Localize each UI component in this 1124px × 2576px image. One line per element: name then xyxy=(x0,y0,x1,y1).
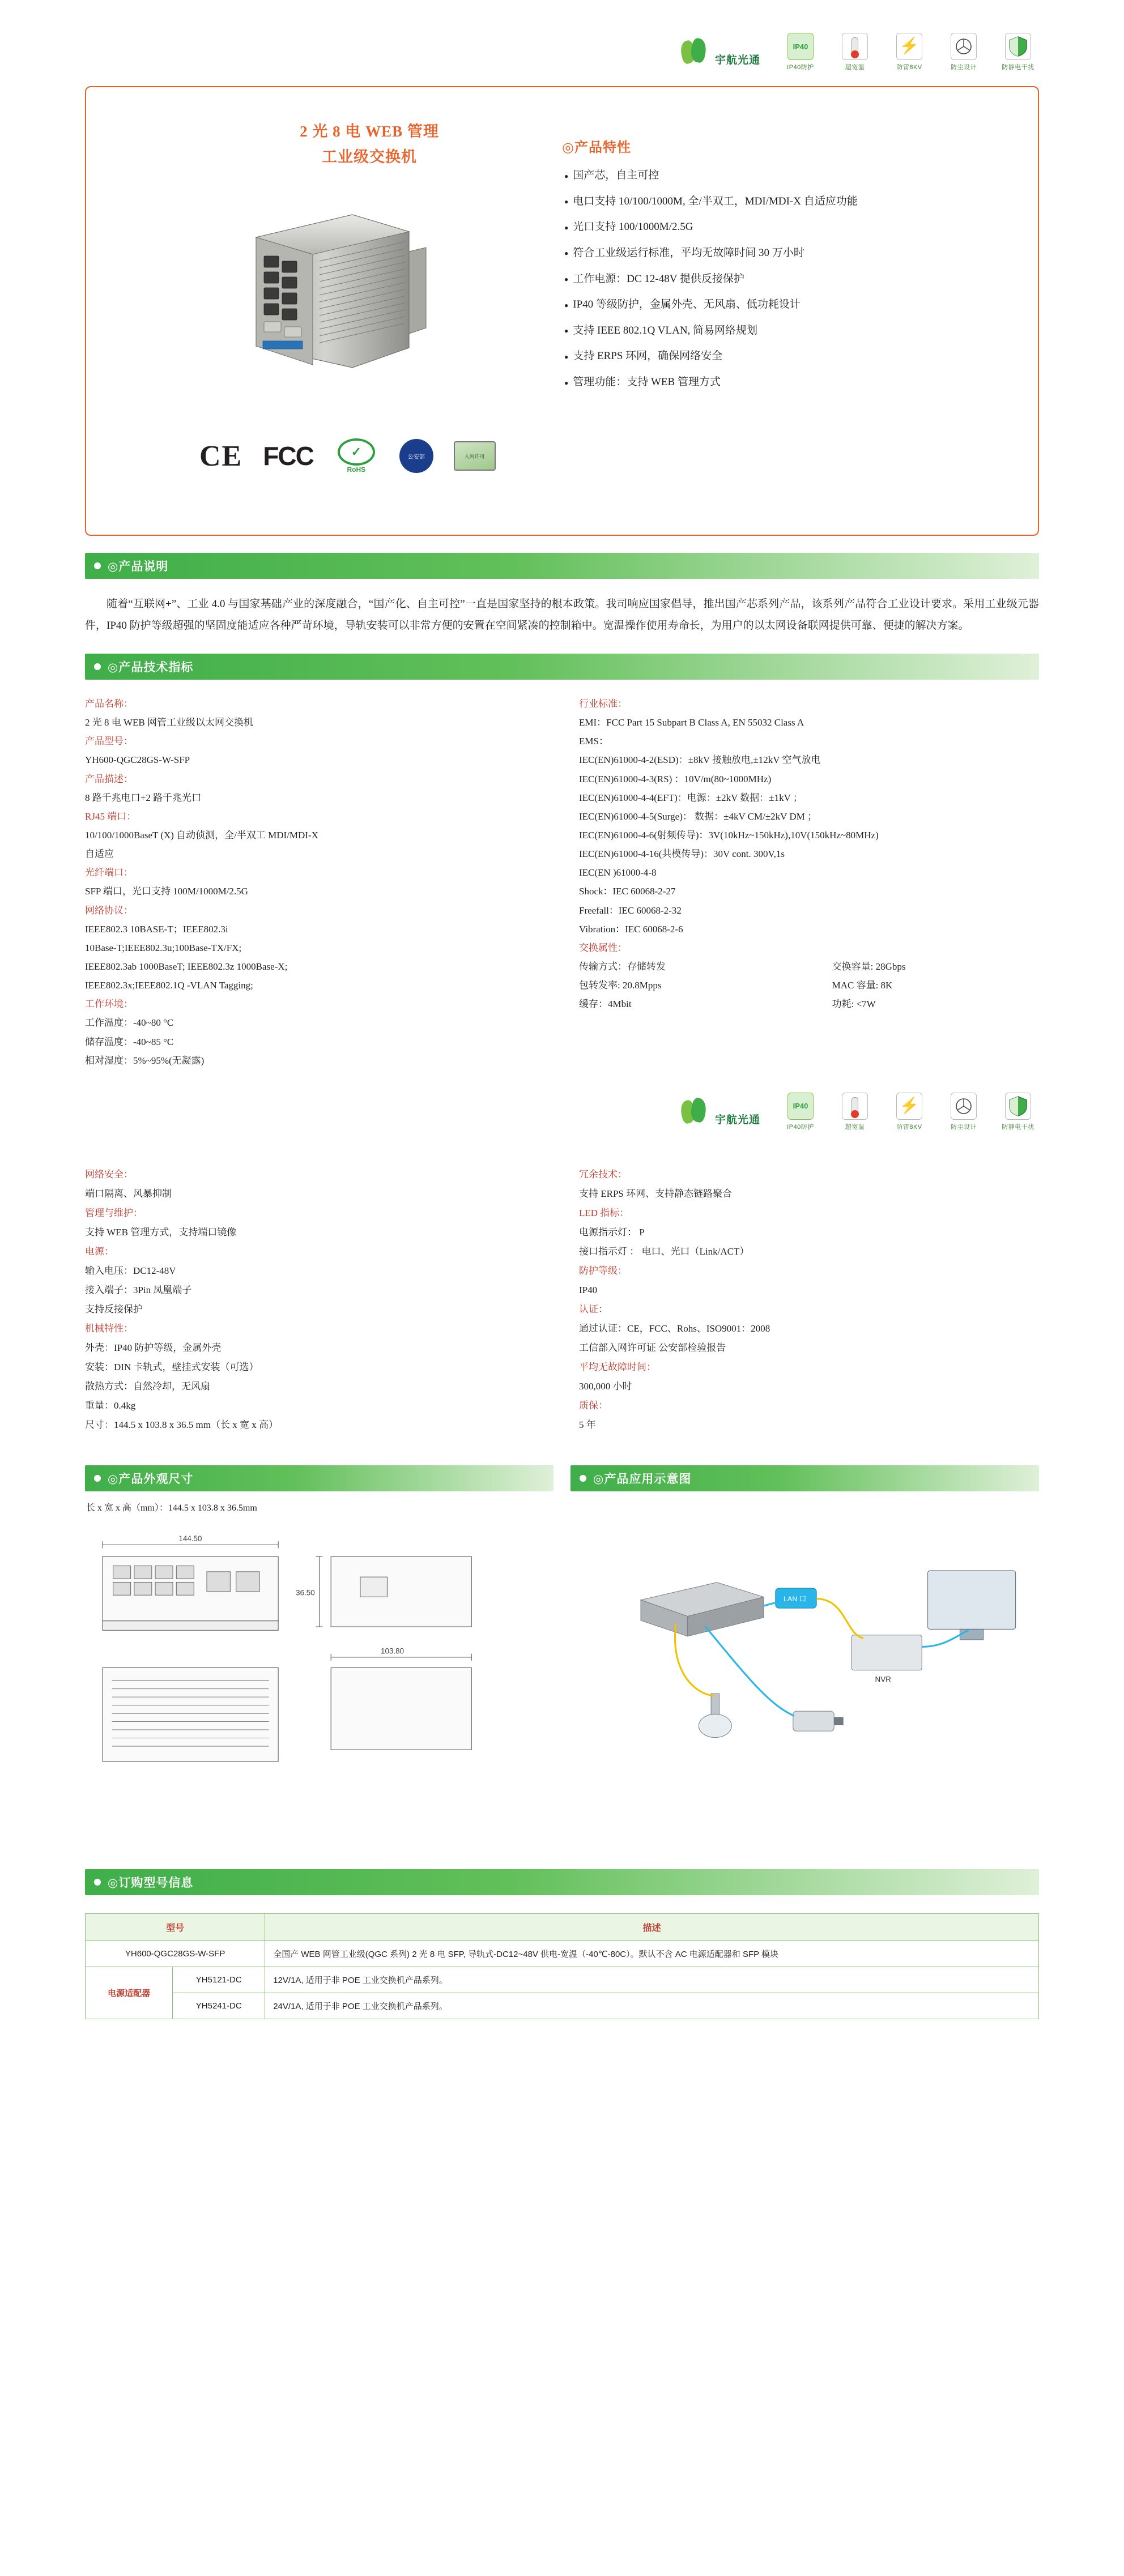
table-row xyxy=(86,1967,1039,1993)
switch-attribute-key: 包转发率: 20.8Mpps xyxy=(579,980,662,991)
switch-attribute-row xyxy=(579,995,1039,1013)
diagram-label: LAN 口 xyxy=(784,1594,807,1603)
application-figure xyxy=(570,1500,1039,1852)
spec-value: IEC(EN )61000-4-8 xyxy=(579,867,657,878)
bullet-icon xyxy=(580,1475,586,1482)
feature-item: ● 国产芯，自主可控 xyxy=(562,168,1072,183)
product-title-line2: 工业级交换机 xyxy=(322,148,417,165)
spec-value: 端口隔离、风暴抑制 xyxy=(85,1188,172,1199)
dual-section-bodies xyxy=(85,1500,1039,1852)
feature-item: ● 支持 IEEE 802.1Q VLAN, 简易网络规划 xyxy=(562,323,1072,338)
surge-protection-icon: ⚡ 防雷8KV xyxy=(888,1093,930,1131)
spec-value: IP40 xyxy=(579,1284,598,1295)
switch-attribute-row xyxy=(579,957,1039,976)
product-photo xyxy=(222,198,471,385)
diagram-dome-camera xyxy=(699,1694,731,1738)
shield-icon xyxy=(1008,36,1028,57)
bullet-icon xyxy=(94,663,101,670)
cell-description: 12V/1A, 适用于非 POE 工业交换机产品系列。 xyxy=(265,1967,1039,1993)
hero-panel xyxy=(85,86,1039,536)
section-header-dimensions xyxy=(85,1465,554,1491)
rohs-label: RoHS xyxy=(347,466,366,474)
features-heading: ◎产品特性 xyxy=(562,140,631,155)
surge-protection-icon: ⚡ 防雷8KV xyxy=(888,33,930,71)
switch-attribute-row xyxy=(579,976,1039,995)
ce-mark: CE xyxy=(199,440,243,472)
spec-value: 工作温度：-40~80 °C xyxy=(85,1017,174,1029)
fanless-caption: 防尘设计 xyxy=(951,64,977,71)
spec-value: EMS： xyxy=(579,736,608,747)
feature-item: ● 支持 ERPS 环网，确保网络安全 xyxy=(562,349,1072,364)
brand-name: 宇航光通 xyxy=(714,1114,760,1126)
spec-value: 支持反接保护 xyxy=(85,1303,143,1315)
spec-value: 相对湿度：5%~95%(无凝露) xyxy=(85,1055,205,1066)
spec-label: 网络安全： xyxy=(85,1168,133,1180)
spec2-column-right xyxy=(579,1165,1039,1435)
spec-value: IEC(EN)61000-4-16(共模传导)：30V cont. 300V,1s xyxy=(579,848,785,860)
anti-interference-icon xyxy=(997,1093,1039,1131)
header-logo-bar xyxy=(0,0,1124,71)
ordering-table xyxy=(85,1913,1039,2019)
spec-value: IEC(EN)61000-4-6(射频传导)：3V(10kHz~150kHz),10V(150kHz~80MHz) xyxy=(579,829,879,841)
spec-value: 散热方式：自然冷却，无风扇 xyxy=(85,1380,210,1392)
leaf-icon xyxy=(679,37,710,67)
spec-column-right xyxy=(579,694,1039,1070)
diagram-monitor xyxy=(928,1571,1016,1629)
cell-model: YH5241-DC xyxy=(173,1993,265,2019)
application-diagram xyxy=(570,1500,1039,1828)
shield-icon xyxy=(1008,1095,1028,1117)
switch-attribute-value: MAC 容量: 8K xyxy=(832,980,893,991)
spec-label: 防护等级： xyxy=(579,1265,627,1276)
anti-interference-caption: 防静电干扰 xyxy=(1002,1123,1034,1131)
section-title: ◎产品应用示意图 xyxy=(593,1472,692,1486)
bullet-icon xyxy=(94,1879,101,1886)
fan-icon xyxy=(955,1097,973,1115)
company-logo xyxy=(679,37,760,67)
fanless-design-icon xyxy=(943,33,985,71)
column-header-model: 型号 xyxy=(86,1913,265,1940)
spec-value: 2 光 8 电 WEB 网管工业级以太网交换机 xyxy=(85,717,254,728)
table-row xyxy=(86,1940,1039,1967)
spec-value: Vibration：IEC 60068-2-6 xyxy=(579,923,683,935)
spec-value: 输入电压：DC12-48V xyxy=(85,1265,176,1276)
wide-temperature-icon xyxy=(834,33,876,71)
dimensions-figure xyxy=(85,1500,554,1852)
fcc-mark: FCC xyxy=(263,441,313,471)
spec-value: IEEE802.3 10BASE-T；IEEE802.3i xyxy=(85,923,228,935)
diagram-bullet-camera xyxy=(793,1711,844,1731)
spec-value: Shock：IEC 60068-2-27 xyxy=(579,886,676,897)
cell-model: YH600-QGC28GS-W-SFP xyxy=(86,1940,265,1967)
spec-value: 支持 ERPS 环网、支持静态链路聚合 xyxy=(579,1188,733,1199)
spec-label: 冗余技术： xyxy=(579,1168,627,1180)
spec-value: 电源指示灯： P xyxy=(579,1226,645,1238)
tech-spec-table-2 xyxy=(85,1165,1039,1435)
fan-icon xyxy=(955,37,973,56)
fanless-caption: 防尘设计 xyxy=(951,1123,977,1131)
spec-value: 安装：DIN 卡轨式，壁挂式安装（可选） xyxy=(85,1361,259,1372)
ip40-glyph: IP40 xyxy=(793,42,808,51)
table-row xyxy=(86,1993,1039,2019)
product-title-line1: 2 光 8 电 WEB 管理 xyxy=(300,123,439,140)
feature-item: ● 符合工业级运行标准，平均无故障时间 30 万小时 xyxy=(562,246,1072,261)
surge-protection-caption: 防雷8KV xyxy=(896,1123,922,1131)
section-title: ◎产品外观尺寸 xyxy=(108,1472,194,1486)
ip40-icon: IP40 IP40防护 xyxy=(780,1093,821,1131)
spec-value: 自适应 xyxy=(85,848,114,860)
spec-label: 产品型号： xyxy=(85,736,133,747)
anti-interference-caption: 防静电干扰 xyxy=(1002,64,1034,71)
spec-label: 网络协议： xyxy=(85,905,133,916)
dimension-depth-label: 103.80 xyxy=(381,1647,405,1656)
brand-name: 宇航光通 xyxy=(714,54,760,67)
switch-attribute-key: 传输方式：存储转发 xyxy=(579,961,666,972)
spec-value: 通过认证：CE，FCC、Rohs、ISO9001：2008 xyxy=(579,1323,770,1334)
spec-value: YH600-QGC28GS-W-SFP xyxy=(85,754,190,766)
spec-value: 尺寸：144.5 x 103.8 x 36.5 mm（长 x 宽 x 高） xyxy=(85,1419,278,1430)
spec-value: IEEE802.3ab 1000BaseT; IEEE802.3z 1000Base-X; xyxy=(85,961,288,972)
spec-label: 电源： xyxy=(85,1246,114,1257)
network-access-license-mark: 入网许可 xyxy=(454,441,496,471)
spec-column-left xyxy=(85,694,545,1070)
wide-temperature-icon xyxy=(834,1093,876,1131)
spec-value: 10/100/1000BaseT (X) 自动侦测，全/半双工 MDI/MDI-X xyxy=(85,829,318,841)
cell-model: YH5121-DC xyxy=(173,1967,265,1993)
spec-value: IEC(EN)61000-4-4(EFT)：电源：±2kV 数据：±1kV ； xyxy=(579,792,803,803)
spec-value: 接入端子：3Pin 凤凰端子 xyxy=(85,1284,192,1295)
company-logo xyxy=(679,1097,760,1127)
ordering-table-wrap xyxy=(85,1913,1039,2059)
column-header-description: 描述 xyxy=(265,1913,1039,1940)
spec-value: 300,000 小时 xyxy=(579,1380,632,1392)
spec-label: 产品描述： xyxy=(85,773,133,784)
section-title: ◎产品说明 xyxy=(108,560,169,573)
spec-value: 8 路千兆电口+2 路千兆光口 xyxy=(85,792,202,803)
fanless-design-icon xyxy=(943,1093,985,1131)
spec-value: 外壳：IP40 防护等级，金属外壳 xyxy=(85,1342,222,1353)
ip40-icon xyxy=(780,33,821,71)
spec-value: IEC(EN)61000-4-2(ESD)：±8kV 接触放电,±12kV 空气放电 xyxy=(579,754,821,766)
cell-description: 24V/1A, 适用于非 POE 工业交换机产品系列。 xyxy=(265,1993,1039,2019)
spec-value: IEC(EN)61000-4-5(Surge)： 数据：±4kV CM/±2kV DM ； xyxy=(579,811,818,822)
mid-logo-bar xyxy=(0,1070,1124,1131)
spec-value: 储存温度：-40~85 °C xyxy=(85,1036,174,1047)
table-header-row xyxy=(86,1913,1039,1940)
mps-mark: 公安部 xyxy=(399,439,433,473)
dimension-caption: 长 x 宽 x 高（mm）：144.5 x 103.8 x 36.5mm xyxy=(86,1503,257,1513)
rohs-mark: ✓ RoHS xyxy=(334,438,379,474)
spec-value: EMI：FCC Part 15 Subpart B Class A, EN 55032 Class A xyxy=(579,717,804,728)
section-title: ◎产品技术指标 xyxy=(108,660,194,674)
section-header-tech-specs xyxy=(85,654,1039,680)
spec-label: 产品名称： xyxy=(85,698,133,709)
section-header-description xyxy=(85,553,1039,579)
spec-label: LED 指标： xyxy=(579,1207,629,1218)
switch-attribute-value: 功耗: <7W xyxy=(832,999,876,1010)
product-features xyxy=(562,136,1072,401)
dimension-height-label: 36.50 xyxy=(296,1588,315,1597)
spec-value: 5 年 xyxy=(579,1419,596,1430)
section-header-application xyxy=(570,1465,1039,1491)
wide-temperature-caption: 超宽温 xyxy=(845,1123,865,1131)
dual-section-headers xyxy=(85,1465,1039,1491)
feature-item: ● 电口支持 10/100/1000M, 全/半双工，MDI/MDI-X 自适应功能 xyxy=(562,194,1072,209)
spec-value: SFP 端口，光口支持 100M/1000M/2.5G xyxy=(85,886,248,897)
spec-value: 工信部入网许可证 公安部检验报告 xyxy=(579,1342,726,1353)
cell-description: 全国产 WEB 网管工业级(QGC 系列) 2 光 8 电 SFP, 导轨式-DC12~48V 供电-宽温（-40℃-80C）。默认不含 AC 电源适配器和 SFP 模块 xyxy=(265,1940,1039,1967)
feature-icon-strip xyxy=(780,33,1039,71)
surge-protection-caption: 防雷8KV xyxy=(896,64,922,71)
description-paragraph: 随着“互联网+”、工业 4.0 与国家基础产业的深度融合，“国产化、自主可控”一直是国家坚持的根本政策。我司响应国家倡导，推出国产芯系列产品，该系列产品符合工业设计要求。采用工业级元器件，IP40 防护等级超强的坚固度能适应各种严苛环境，导轨安装可以非常方便的安置在空间紧凑的控制箱中。宽温操作使用寿命长，为用户的以太网设备联网提供可靠、便捷的解决方案。 xyxy=(85,598,1039,632)
spec-label: 机械特性： xyxy=(85,1323,133,1334)
spec-value: 支持 WEB 管理方式，支持端口镜像 xyxy=(85,1226,237,1238)
spec2-column-left xyxy=(85,1165,545,1435)
spec-label: 质保： xyxy=(579,1400,608,1411)
diagram-switch xyxy=(641,1583,764,1636)
feature-item: ● 管理功能：支持 WEB 管理方式 xyxy=(562,375,1072,390)
spec-value: IEC(EN)61000-4-3(RS) ：10V/m(80~1000MHz) xyxy=(579,773,772,784)
section-title: ◎订购型号信息 xyxy=(108,1875,194,1890)
feature-item: ● IP40 等级防护，金属外壳、无风扇、低功耗设计 xyxy=(562,297,1072,312)
features-list xyxy=(562,168,1072,390)
spec-label: 管理与维护： xyxy=(85,1207,143,1218)
switch-attribute-key: 缓存：4Mbit xyxy=(579,999,632,1010)
spec-label: 平均无故障时间： xyxy=(579,1361,656,1372)
tech-spec-table xyxy=(85,694,1039,1070)
spec-label: 行业标准： xyxy=(579,698,627,709)
feature-item: ● 工作电源：DC 12-48V 提供反接保护 xyxy=(562,272,1072,287)
section-header-ordering xyxy=(85,1869,1039,1895)
spec-value: IEEE802.3x;IEEE802.1Q -VLAN Tagging; xyxy=(85,980,253,991)
feature-icon-strip xyxy=(780,1093,1039,1131)
diagram-nvr xyxy=(851,1635,922,1670)
anti-interference-icon xyxy=(997,33,1039,71)
certification-marks xyxy=(199,438,496,474)
ip40-caption: IP40防护 xyxy=(787,1123,814,1131)
bullet-icon xyxy=(94,562,101,569)
spec-value: 重量：0.4kg xyxy=(85,1400,136,1411)
feature-item: ● 光口支持 100/1000M/2.5G xyxy=(562,220,1072,234)
diagram-label: NVR xyxy=(875,1675,891,1684)
spec-label: RJ45 端口： xyxy=(85,811,137,822)
spec-label: 工作环境： xyxy=(85,999,133,1010)
product-title xyxy=(250,119,488,169)
leaf-icon xyxy=(679,1097,710,1127)
dimension-drawings xyxy=(85,1521,554,1849)
spec-value: 10Base-T;IEEE802.3u;100Base-TX/FX; xyxy=(85,942,242,953)
ip40-caption: IP40防护 xyxy=(787,64,814,71)
wide-temperature-caption: 超宽温 xyxy=(845,64,865,71)
spec-label: 交换属性： xyxy=(579,942,627,953)
dimension-width-label: 144.50 xyxy=(178,1534,202,1543)
spec-value: Freefall：IEC 60068-2-32 xyxy=(579,905,682,916)
cell-group-power-adapter: 电源适配器 xyxy=(86,1967,173,2019)
bullet-icon xyxy=(94,1475,101,1482)
switch-attribute-value: 交换容量: 28Gbps xyxy=(832,961,906,972)
spec-label: 光纤端口： xyxy=(85,867,133,878)
spec-value: 接口指示灯 ： 电口、光口（Link/ACT） xyxy=(579,1246,750,1257)
spec-label: 认证： xyxy=(579,1303,608,1315)
